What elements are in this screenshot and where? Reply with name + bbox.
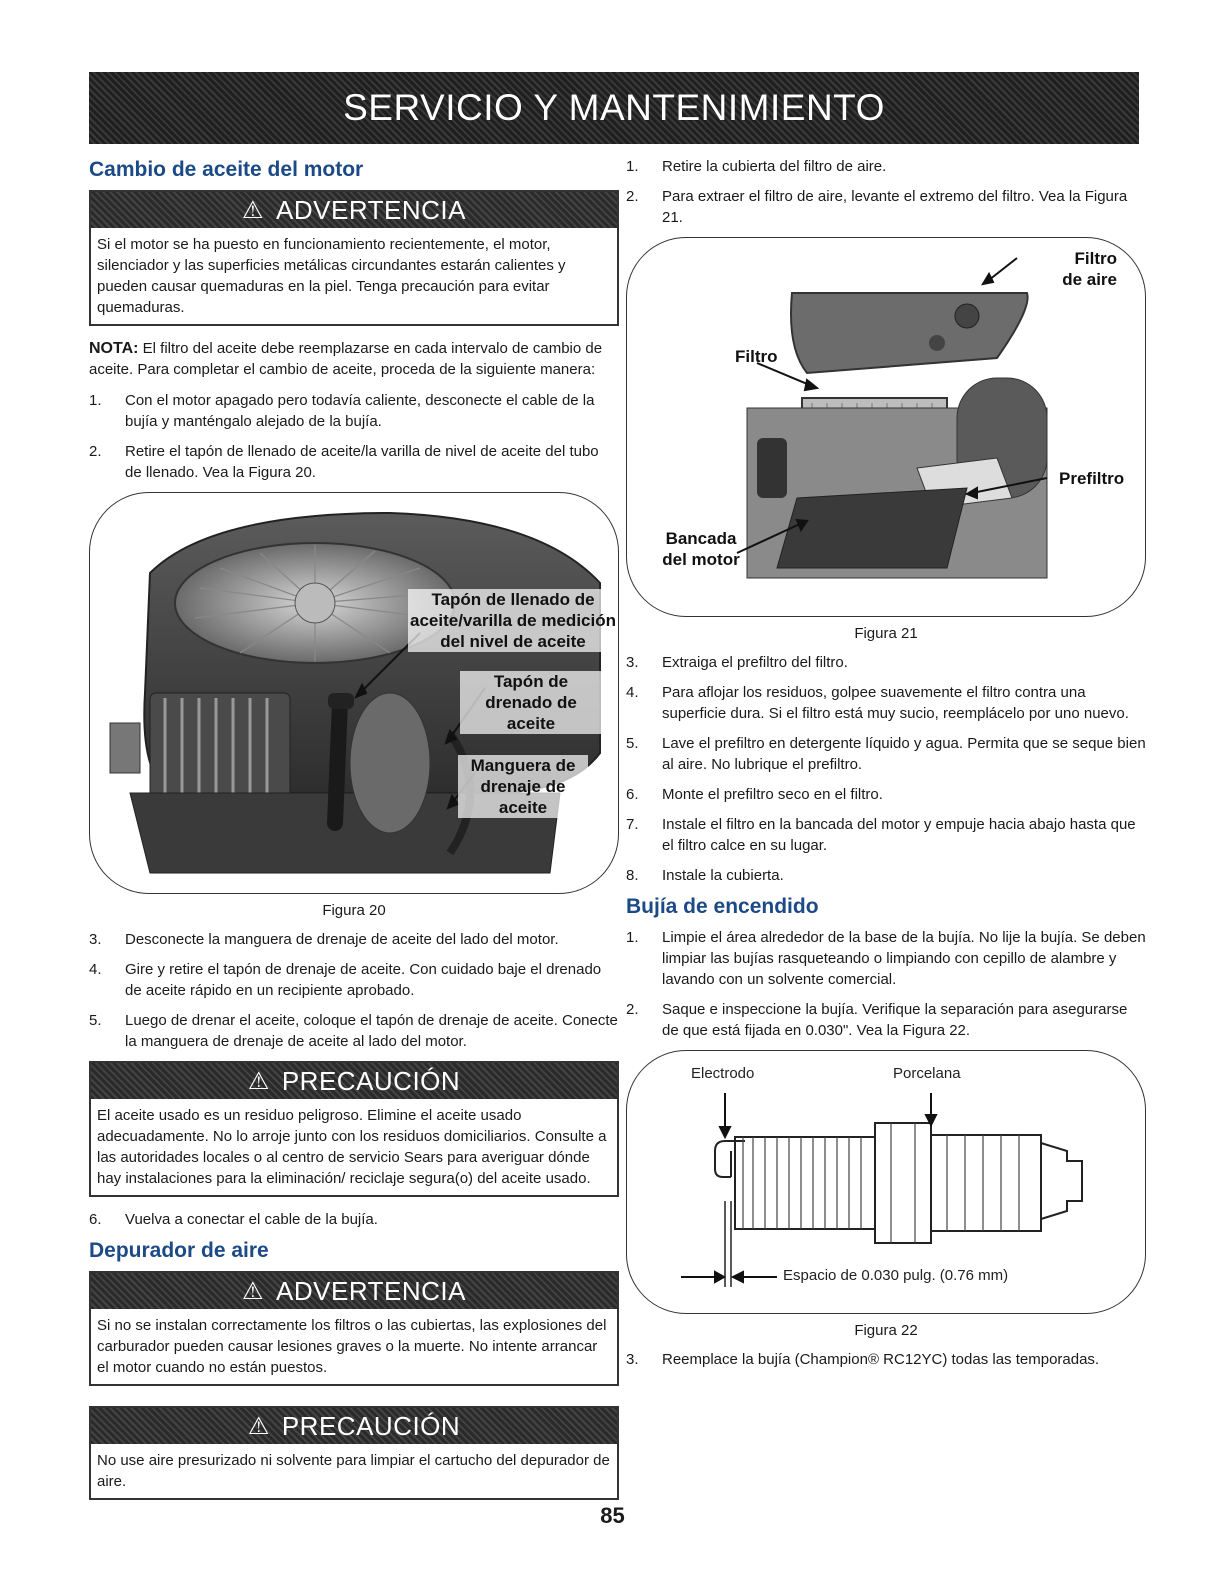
step-number: 2. (626, 188, 639, 205)
step-text: Instale la cubierta. (662, 867, 784, 884)
note-label: NOTA: (89, 340, 139, 357)
list-item (626, 733, 1146, 775)
step-text: Limpie el área alrededor de la base de la bujía. No lije la bujía. Se deben limpiar las bujías rasqueteando o limpiando con cepillo de alambre y lavando con un solvente comercial. (662, 929, 1146, 988)
label-filter: Filtro (735, 347, 778, 366)
right-column (626, 156, 1146, 1379)
step-number: 5. (626, 735, 639, 752)
list-item (626, 682, 1146, 724)
step-text: Luego de drenar el aceite, coloque el tapón de drenaje de aceite. Conecte la manguera de drenaje de aceite al lado del motor. (125, 1012, 618, 1050)
step-text: Retire el tapón de llenado de aceite/la varilla de nivel de aceite del tubo de llenado. Vea la Figura 20. (125, 443, 599, 481)
step-number: 2. (626, 1001, 639, 1018)
step-text: Gire y retire el tapón de drenaje de aceite. Con cuidado baje el drenado de aceite rápido en un recipiente aprobado. (125, 961, 602, 999)
list-item (626, 814, 1146, 856)
list-item (626, 999, 1146, 1041)
warning-heading: ADVERTENCIA (276, 194, 466, 225)
step-text: Saque e inspeccione la bujía. Verifique la separación para asegurarse de que está fijada en 0.030". Vea la Figura 22. (662, 1001, 1128, 1039)
caution-heading: PRECAUCIÓN (281, 1410, 461, 1441)
warning-box-hot-engine (89, 190, 619, 326)
step-number: 6. (89, 1211, 102, 1228)
list-item (626, 156, 1146, 177)
step-text: Desconecte la manguera de drenaje de aceite del lado del motor. (125, 931, 559, 948)
step-text: Para aflojar los residuos, golpee suavemente el filtro contra una superficie dura. Si el filtro está muy sucio, reemplácelo por uno nuevo. (662, 684, 1129, 722)
left-column (89, 150, 619, 1512)
warning-box-filters (89, 1271, 619, 1386)
label-fill-cap: Tapón de llenado de aceite/varilla de medición del nivel de aceite (408, 589, 618, 652)
caution-heading: PRECAUCIÓN (281, 1065, 461, 1096)
step-number: 4. (626, 684, 639, 701)
label-gap: Espacio de 0.030 pulg. (0.76 mm) (783, 1267, 1009, 1284)
warning-text: Si el motor se ha puesto en funcionamiento recientemente, el motor, silenciador y las superficies metálicas circundantes estarán calientes y pueden causar quemaduras en la piel. Tenga precaución para evitar quemaduras. (97, 236, 566, 316)
list-item (626, 186, 1146, 228)
label-drain-cap: Tapón de drenado de aceite (460, 671, 602, 734)
step-number: 5. (89, 1012, 102, 1029)
warning-triangle-icon: ⚠ (242, 196, 265, 224)
section-title-oil-change: Cambio de aceite del motor (89, 158, 364, 181)
step-number: 7. (626, 816, 639, 833)
figure-caption: Figura 21 (854, 625, 918, 642)
note-paragraph (89, 338, 619, 380)
list-item (89, 929, 619, 950)
caution-text: No use aire presurizado ni solvente para limpiar el cartucho del depurador de aire. (97, 1452, 610, 1490)
warning-triangle-icon: ⚠ (247, 1067, 270, 1095)
list-item (626, 784, 1146, 805)
step-number: 1. (626, 929, 639, 946)
step-number: 1. (626, 158, 639, 175)
list-item (89, 390, 619, 432)
label-engine-base: Bancada del motor (662, 529, 740, 569)
step-text: Para extraer el filtro de aire, levante el extremo del filtro. Vea la Figura 21. (662, 188, 1128, 226)
page-title: SERVICIO Y MANTENIMIENTO (343, 87, 885, 128)
header-banner (89, 72, 1139, 144)
label-electrode: Electrodo (691, 1065, 755, 1082)
caution-box-pressurized-air (89, 1406, 619, 1500)
figure-21-air-filter (626, 237, 1146, 617)
list-item (89, 441, 619, 483)
page-number: 85 (600, 1503, 625, 1528)
step-number: 8. (626, 867, 639, 884)
list-item (89, 1010, 619, 1052)
list-item (626, 652, 1146, 673)
section-title-spark-plug: Bujía de encendido (626, 895, 819, 918)
figure-caption: Figura 22 (854, 1322, 918, 1339)
step-number: 3. (89, 931, 102, 948)
warning-heading: ADVERTENCIA (276, 1275, 466, 1306)
step-text: Monte el prefiltro seco en el filtro. (662, 786, 883, 803)
caution-box-used-oil (89, 1061, 619, 1197)
list-item (89, 959, 619, 1001)
step-number: 3. (626, 1351, 639, 1368)
step-number: 4. (89, 961, 102, 978)
step-number: 6. (626, 786, 639, 803)
warning-header (91, 192, 617, 228)
label-porcelain: Porcelana (893, 1065, 961, 1082)
step-number: 2. (89, 443, 102, 460)
step-text: Instale el filtro en la bancada del motor y empuje hacia abajo hasta que el filtro calce en su lugar. (662, 816, 1136, 854)
list-item (626, 927, 1146, 990)
warning-text: Si no se instalan correctamente los filtros o las cubiertas, las explosiones del carburador pueden causar lesiones graves o la muerte. No intente arrancar el motor cuando no están puestos. (97, 1317, 607, 1376)
label-prefilter: Prefiltro (1059, 469, 1125, 488)
caution-text: El aceite usado es un residuo peligroso. Elimine el aceite usado adecuadamente. No lo arroje junto con los residuos domiciliarios. Consulte a las autoridades locales o al centro de servicio Sears para averiguar dónde hay instalaciones para la eliminación/ reciclaje segura(o) del aceite usado. (97, 1107, 607, 1187)
caution-header (91, 1063, 617, 1099)
section-title-air-cleaner: Depurador de aire (89, 1239, 269, 1262)
label-drain-hose: Manguera de drenaje de aceite (458, 755, 588, 818)
step-text: Lave el prefiltro en detergente líquido y agua. Permita que se seque bien al aire. No lubrique el prefiltro. (662, 735, 1146, 773)
step-text: Con el motor apagado pero todavía caliente, desconecte el cable de la bujía y manténgalo alejado de la bujía. (125, 392, 595, 430)
list-item (626, 865, 1146, 886)
figure-22-spark-plug (626, 1050, 1146, 1314)
warning-triangle-icon: ⚠ (247, 1412, 270, 1440)
step-text: Retire la cubierta del filtro de aire. (662, 158, 887, 175)
caution-header (91, 1408, 617, 1444)
note-text: El filtro del aceite debe reemplazarse en cada intervalo de cambio de aceite. Para completar el cambio de aceite, proceda de la siguiente manera: (89, 340, 603, 378)
warning-triangle-icon: ⚠ (242, 1277, 265, 1305)
figure-20-engine (89, 492, 619, 894)
list-item (89, 1209, 619, 1230)
step-text: Extraiga el prefiltro del filtro. (662, 654, 848, 671)
figure-caption: Figura 20 (322, 902, 386, 919)
step-number: 3. (626, 654, 639, 671)
step-text: Reemplace la bujía (Champion® RC12YC) todas las temporadas. (662, 1351, 1100, 1368)
step-number: 1. (89, 392, 102, 409)
label-air-filter: Filtro de aire (1062, 249, 1117, 289)
list-item (626, 1349, 1146, 1370)
step-text: Vuelva a conectar el cable de la bujía. (125, 1211, 378, 1228)
warning-header (91, 1273, 617, 1309)
